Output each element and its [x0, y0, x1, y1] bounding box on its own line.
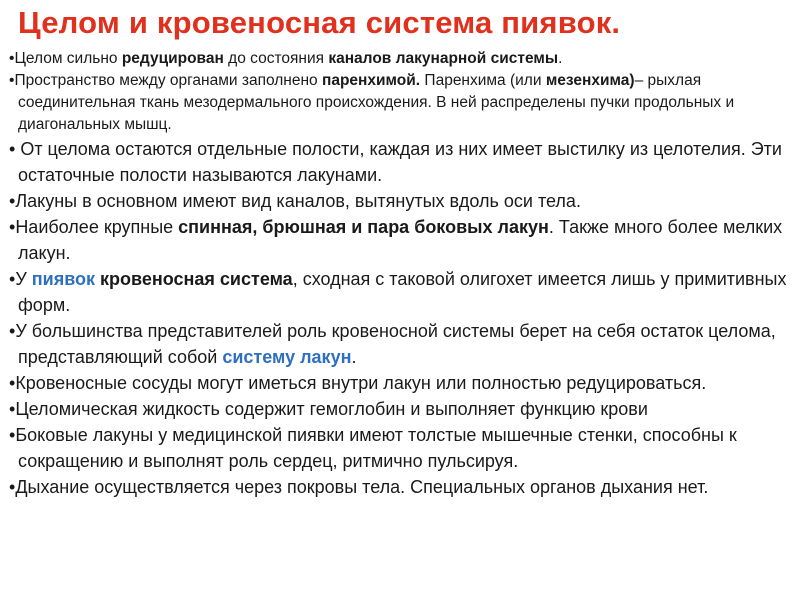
bullet: •	[9, 373, 16, 393]
bullet: •	[9, 399, 16, 419]
paragraph-vessels	[8, 370, 800, 396]
paragraph-parenchyma	[8, 70, 800, 136]
bold-text: спинная, брюшная и пара боковых лакун	[178, 217, 549, 237]
bullet: •	[9, 269, 16, 289]
bullet: •	[9, 425, 16, 445]
text: Боковые лакуны у медицинской пиявки имеют толстые мышечные стенки, способны к сокращению и выполнят роль сердец, ритмично пульсируя.	[15, 425, 737, 471]
bold-text: каналов лакунарной системы	[328, 50, 559, 67]
highlight-text: пиявок	[31, 269, 96, 289]
paragraph-majority	[8, 318, 800, 370]
bullet: •	[9, 50, 15, 67]
highlight-text: систему лакун	[222, 347, 352, 367]
text: У	[15, 269, 32, 289]
text: Паренхима (или	[420, 72, 546, 89]
paragraph-coelomic-fluid	[8, 396, 800, 422]
bold-text: паренхимой.	[321, 72, 421, 89]
bold-text: редуцирован	[121, 50, 224, 67]
text: У большинства представителей роль кровеносной системы берет на себя остаток целома, представляющий собой	[15, 321, 776, 367]
paragraph-lateral-lacunae	[8, 422, 800, 474]
bullet: •	[9, 217, 16, 237]
text: , сходная с таковой олигохет имеется лишь у примитивных форм.	[18, 269, 787, 315]
text: . Также много более мелких лакун.	[18, 217, 783, 263]
text: От целома остаются отдельные полости, каждая из них имеет выстилку из целотелия. Эти остаточные полости называются лакунами.	[15, 139, 782, 185]
text: Целомическая жидкость содержит гемоглобин и выполняет функцию крови	[15, 399, 648, 419]
bullet: •	[9, 191, 16, 211]
paragraph-coelom-reduced	[8, 48, 800, 70]
text: – рыхлая соединительная ткань мезодермального происхождения. В ней распределены пучки продольных и диагональных мышц.	[18, 72, 735, 133]
text: Кровеносные сосуды могут иметься внутри лакун или полностью редуцироваться.	[15, 373, 707, 393]
slide-title: Целом и кровеносная система пиявок.	[18, 5, 621, 40]
text: Пространство между органами заполнено	[14, 72, 322, 89]
bullet: •	[9, 139, 16, 159]
bullet: •	[9, 477, 16, 497]
paragraph-largest-lacunae	[8, 214, 800, 266]
text: до состояния	[223, 50, 329, 67]
paragraph-lacunae-canals	[8, 188, 800, 214]
text: Наиболее крупные	[15, 217, 179, 237]
paragraph-blood-system	[8, 266, 800, 318]
bold-text: мезенхима)	[545, 72, 635, 89]
text: Дыхание осуществляется через покровы тела. Специальных органов дыхания нет.	[15, 477, 709, 497]
text: .	[558, 50, 563, 67]
text: .	[351, 347, 357, 367]
bold-text: кровеносная система	[100, 269, 293, 289]
text: Целом сильно	[14, 50, 122, 67]
paragraph-breathing	[8, 474, 800, 500]
bullet: •	[9, 321, 16, 341]
paragraph-cavities	[8, 136, 800, 188]
text: Лакуны в основном имеют вид каналов, вытянутых вдоль оси тела.	[15, 191, 581, 211]
bullet: •	[9, 72, 15, 89]
